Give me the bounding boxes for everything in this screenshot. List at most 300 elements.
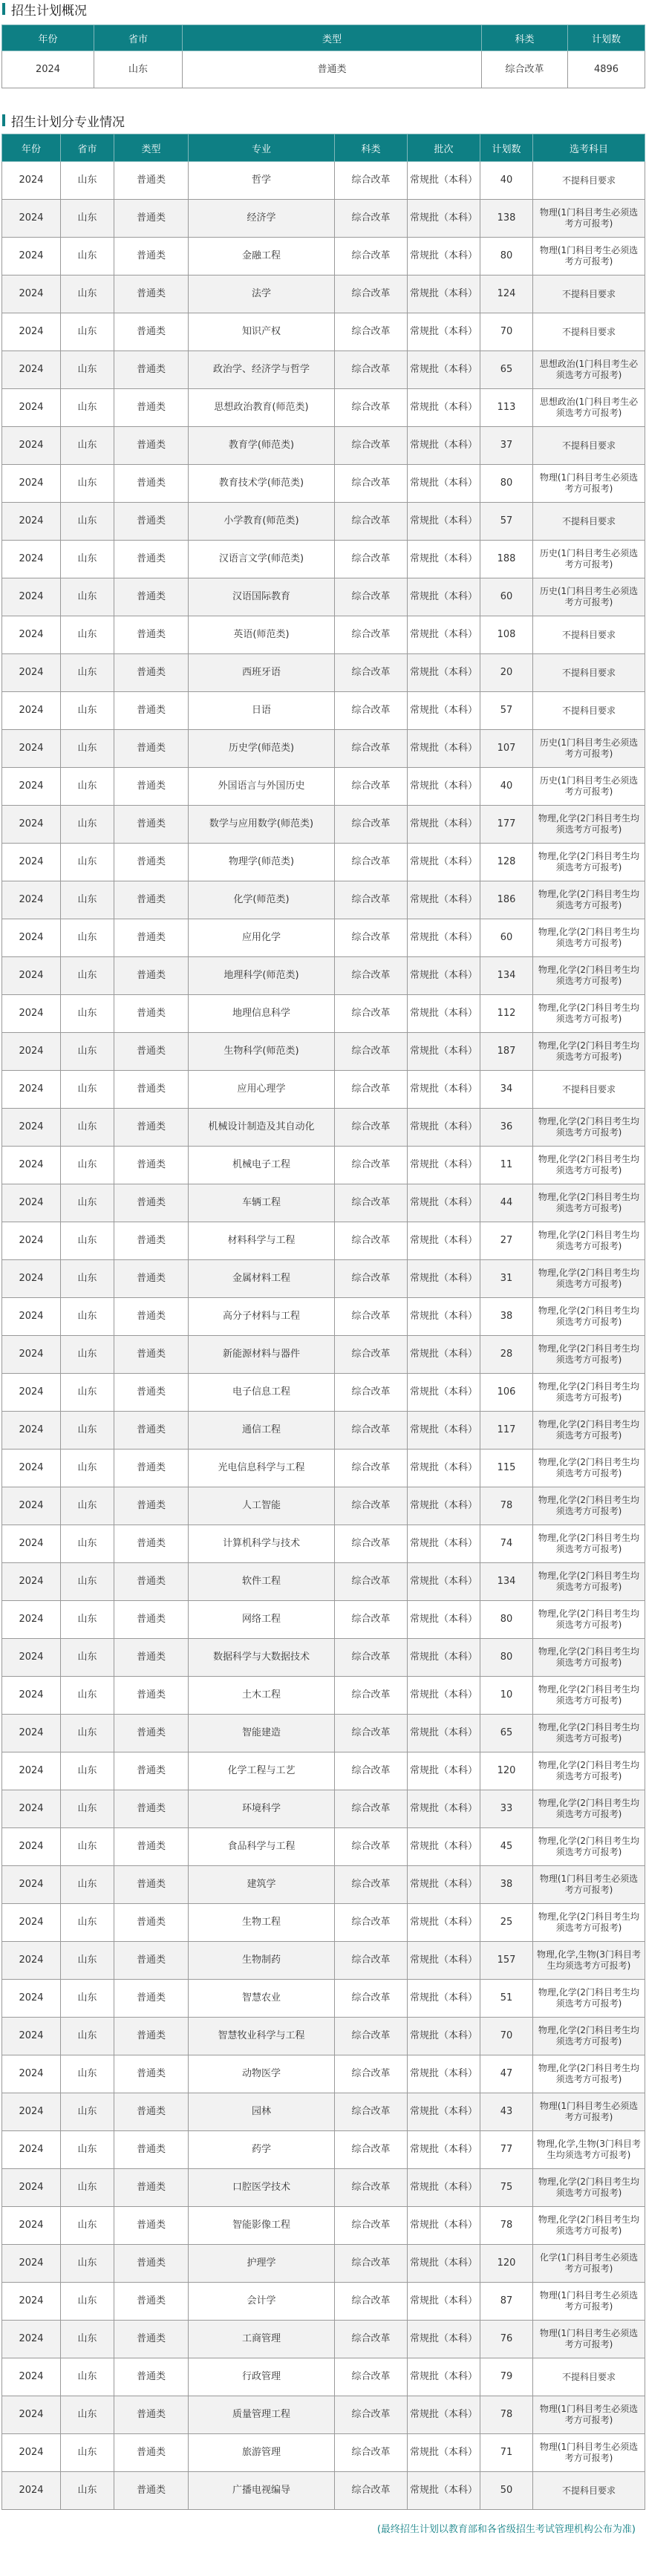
table-row [2, 2434, 645, 2472]
row-subjects: 物理,化学(2门科目考生均须选考方可报考) [533, 2055, 645, 2093]
table-row [2, 1904, 645, 1942]
row-batch: 常规批（本科） [408, 1563, 480, 1601]
row-year: 2024 [2, 730, 61, 768]
row-plan: 71 [480, 2434, 533, 2472]
row-province: 山东 [61, 541, 114, 578]
row-subjects: 不提科目要求 [533, 616, 645, 654]
row-category: 综合改革 [335, 730, 408, 768]
row-type: 普通类 [114, 503, 189, 541]
row-batch: 常规批（本科） [408, 995, 480, 1033]
row-type: 普通类 [114, 578, 189, 616]
row-batch: 常规批（本科） [408, 465, 480, 503]
overview-header-province: 省市 [94, 25, 183, 51]
row-subjects: 不提科目要求 [533, 162, 645, 200]
row-batch: 常规批（本科） [408, 1071, 480, 1109]
table-row [2, 351, 645, 389]
row-category: 综合改革 [335, 1601, 408, 1639]
row-subjects: 物理,化学(2门科目考生均须选考方可报考) [533, 957, 645, 995]
row-subjects: 物理,化学(2门科目考生均须选考方可报考) [533, 1487, 645, 1525]
row-category: 综合改革 [335, 1374, 408, 1412]
row-subjects: 物理,化学(2门科目考生均须选考方可报考) [533, 1260, 645, 1298]
row-year: 2024 [2, 2472, 61, 2510]
row-type: 普通类 [114, 1790, 189, 1828]
row-province: 山东 [61, 389, 114, 427]
row-batch: 常规批（本科） [408, 1752, 480, 1790]
row-subjects: 物理,化学(2门科目考生均须选考方可报考) [533, 806, 645, 844]
row-plan: 78 [480, 1487, 533, 1525]
row-major: 教育学(师范类) [189, 427, 335, 465]
row-province: 山东 [61, 1790, 114, 1828]
row-subjects: 物理,化学(2门科目考生均须选考方可报考) [533, 2018, 645, 2055]
table-row [2, 768, 645, 806]
overview-category: 综合改革 [482, 51, 568, 88]
row-subjects: 物理,化学(2门科目考生均须选考方可报考) [533, 881, 645, 919]
row-province: 山东 [61, 2093, 114, 2131]
row-subjects: 不提科目要求 [533, 2358, 645, 2396]
row-plan: 60 [480, 919, 533, 957]
row-province: 山东 [61, 2055, 114, 2093]
table-row [2, 1298, 645, 1336]
row-batch: 常规批（本科） [408, 1222, 480, 1260]
row-province: 山东 [61, 1412, 114, 1450]
table-row [2, 919, 645, 957]
row-category: 综合改革 [335, 2358, 408, 2396]
row-major: 机械电子工程 [189, 1147, 335, 1184]
row-province: 山东 [61, 768, 114, 806]
row-major: 智能影像工程 [189, 2207, 335, 2245]
row-plan: 70 [480, 313, 533, 351]
row-type: 普通类 [114, 1071, 189, 1109]
row-category: 综合改革 [335, 692, 408, 730]
row-plan: 36 [480, 1109, 533, 1147]
row-year: 2024 [2, 2321, 61, 2358]
row-major: 金属材料工程 [189, 1260, 335, 1298]
row-plan: 113 [480, 389, 533, 427]
row-batch: 常规批（本科） [408, 2358, 480, 2396]
row-year: 2024 [2, 995, 61, 1033]
row-type: 普通类 [114, 919, 189, 957]
row-plan: 124 [480, 275, 533, 313]
row-major: 环境科学 [189, 1790, 335, 1828]
row-batch: 常规批（本科） [408, 200, 480, 238]
row-subjects: 物理,化学(2门科目考生均须选考方可报考) [533, 1904, 645, 1942]
row-subjects: 不提科目要求 [533, 427, 645, 465]
row-subjects: 物理,化学(2门科目考生均须选考方可报考) [533, 1336, 645, 1374]
overview-plan: 4896 [568, 51, 645, 88]
row-province: 山东 [61, 2169, 114, 2207]
row-province: 山东 [61, 503, 114, 541]
row-plan: 134 [480, 957, 533, 995]
row-category: 综合改革 [335, 1487, 408, 1525]
row-province: 山东 [61, 1601, 114, 1639]
row-province: 山东 [61, 1298, 114, 1336]
row-batch: 常规批（本科） [408, 844, 480, 881]
row-subjects: 物理(1门科目考生必须选考方可报考) [533, 2093, 645, 2131]
row-major: 金融工程 [189, 238, 335, 275]
row-category: 综合改革 [335, 1260, 408, 1298]
overview-header-row [2, 25, 645, 51]
row-province: 山东 [61, 844, 114, 881]
row-major: 材料科学与工程 [189, 1222, 335, 1260]
row-province: 山东 [61, 1525, 114, 1563]
row-major: 经济学 [189, 200, 335, 238]
row-province: 山东 [61, 427, 114, 465]
row-subjects: 物理,化学(2门科目考生均须选考方可报考) [533, 1374, 645, 1412]
row-province: 山东 [61, 1563, 114, 1601]
row-major: 外国语言与外国历史 [189, 768, 335, 806]
row-batch: 常规批（本科） [408, 730, 480, 768]
row-major: 口腔医学技术 [189, 2169, 335, 2207]
row-plan: 78 [480, 2396, 533, 2434]
row-batch: 常规批（本科） [408, 2169, 480, 2207]
row-category: 综合改革 [335, 881, 408, 919]
row-year: 2024 [2, 1942, 61, 1980]
row-subjects: 物理(1门科目考生必须选考方可报考) [533, 2434, 645, 2472]
row-type: 普通类 [114, 1601, 189, 1639]
row-type: 普通类 [114, 1942, 189, 1980]
row-type: 普通类 [114, 1677, 189, 1715]
row-year: 2024 [2, 1450, 61, 1487]
row-category: 综合改革 [335, 616, 408, 654]
row-batch: 常规批（本科） [408, 1298, 480, 1336]
row-plan: 40 [480, 162, 533, 200]
row-year: 2024 [2, 881, 61, 919]
row-plan: 50 [480, 2472, 533, 2510]
row-type: 普通类 [114, 1563, 189, 1601]
row-plan: 47 [480, 2055, 533, 2093]
row-province: 山东 [61, 1639, 114, 1677]
row-category: 综合改革 [335, 1942, 408, 1980]
row-type: 普通类 [114, 2055, 189, 2093]
row-category: 综合改革 [335, 1033, 408, 1071]
row-type: 普通类 [114, 2283, 189, 2321]
row-major: 英语(师范类) [189, 616, 335, 654]
row-plan: 75 [480, 2169, 533, 2207]
row-year: 2024 [2, 465, 61, 503]
table-row [2, 2358, 645, 2396]
row-subjects: 不提科目要求 [533, 1071, 645, 1109]
row-plan: 10 [480, 1677, 533, 1715]
row-year: 2024 [2, 1980, 61, 2018]
row-type: 普通类 [114, 1184, 189, 1222]
row-major: 光电信息科学与工程 [189, 1450, 335, 1487]
row-category: 综合改革 [335, 200, 408, 238]
row-subjects: 物理(1门科目考生必须选考方可报考) [533, 2396, 645, 2434]
row-province: 山东 [61, 1071, 114, 1109]
row-major: 通信工程 [189, 1412, 335, 1450]
row-year: 2024 [2, 1828, 61, 1866]
detail-table-body [2, 162, 645, 2510]
overview-year: 2024 [2, 51, 94, 88]
row-plan: 65 [480, 1715, 533, 1752]
row-subjects: 物理(1门科目考生必须选考方可报考) [533, 2283, 645, 2321]
row-province: 山东 [61, 692, 114, 730]
row-province: 山东 [61, 2207, 114, 2245]
row-major: 高分子材料与工程 [189, 1298, 335, 1336]
row-category: 综合改革 [335, 2093, 408, 2131]
row-province: 山东 [61, 1222, 114, 1260]
row-category: 综合改革 [335, 1677, 408, 1715]
row-major: 政治学、经济学与哲学 [189, 351, 335, 389]
detail-header-plan: 计划数 [480, 134, 533, 162]
row-batch: 常规批（本科） [408, 427, 480, 465]
row-plan: 40 [480, 768, 533, 806]
row-type: 普通类 [114, 1980, 189, 2018]
row-batch: 常规批（本科） [408, 919, 480, 957]
row-category: 综合改革 [335, 465, 408, 503]
row-plan: 186 [480, 881, 533, 919]
row-major: 建筑学 [189, 1866, 335, 1904]
row-year: 2024 [2, 2283, 61, 2321]
detail-title-text: 招生计划分专业情况 [11, 114, 125, 130]
row-subjects: 物理(1门科目考生必须选考方可报考) [533, 200, 645, 238]
row-year: 2024 [2, 238, 61, 275]
row-plan: 157 [480, 1942, 533, 1980]
row-year: 2024 [2, 1109, 61, 1147]
row-major: 智能建造 [189, 1715, 335, 1752]
row-type: 普通类 [114, 1487, 189, 1525]
row-subjects: 历史(1门科目考生必须选考方可报考) [533, 730, 645, 768]
row-plan: 38 [480, 1298, 533, 1336]
row-batch: 常规批（本科） [408, 1336, 480, 1374]
row-major: 思想政治教育(师范类) [189, 389, 335, 427]
row-type: 普通类 [114, 427, 189, 465]
row-major: 知识产权 [189, 313, 335, 351]
detail-section [0, 111, 646, 2510]
row-batch: 常规批（本科） [408, 389, 480, 427]
row-batch: 常规批（本科） [408, 313, 480, 351]
row-subjects: 历史(1门科目考生必须选考方可报考) [533, 578, 645, 616]
row-province: 山东 [61, 2283, 114, 2321]
row-batch: 常规批（本科） [408, 1109, 480, 1147]
row-type: 普通类 [114, 2321, 189, 2358]
row-subjects: 物理,化学(2门科目考生均须选考方可报考) [533, 1222, 645, 1260]
row-batch: 常规批（本科） [408, 1147, 480, 1184]
row-province: 山东 [61, 730, 114, 768]
table-row [2, 1147, 645, 1184]
row-province: 山东 [61, 2472, 114, 2510]
row-province: 山东 [61, 654, 114, 692]
row-type: 普通类 [114, 2472, 189, 2510]
row-category: 综合改革 [335, 957, 408, 995]
table-row [2, 578, 645, 616]
row-plan: 128 [480, 844, 533, 881]
row-major: 地理信息科学 [189, 995, 335, 1033]
row-year: 2024 [2, 2055, 61, 2093]
row-province: 山东 [61, 1752, 114, 1790]
row-year: 2024 [2, 1222, 61, 1260]
row-category: 综合改革 [335, 768, 408, 806]
row-batch: 常规批（本科） [408, 275, 480, 313]
table-row [2, 427, 645, 465]
row-province: 山东 [61, 1450, 114, 1487]
table-row [2, 1071, 645, 1109]
row-year: 2024 [2, 1904, 61, 1942]
row-batch: 常规批（本科） [408, 1790, 480, 1828]
table-row [2, 2131, 645, 2169]
row-major: 新能源材料与器件 [189, 1336, 335, 1374]
title-marker [2, 114, 5, 126]
row-type: 普通类 [114, 730, 189, 768]
row-province: 山东 [61, 2321, 114, 2358]
row-province: 山东 [61, 1677, 114, 1715]
row-type: 普通类 [114, 1752, 189, 1790]
row-year: 2024 [2, 389, 61, 427]
row-category: 综合改革 [335, 162, 408, 200]
row-subjects: 物理,化学(2门科目考生均须选考方可报考) [533, 1412, 645, 1450]
row-batch: 常规批（本科） [408, 2321, 480, 2358]
row-year: 2024 [2, 1412, 61, 1450]
table-row [2, 1487, 645, 1525]
row-category: 综合改革 [335, 2283, 408, 2321]
row-major: 行政管理 [189, 2358, 335, 2396]
row-category: 综合改革 [335, 2472, 408, 2510]
row-type: 普通类 [114, 2245, 189, 2283]
row-subjects: 物理,化学(2门科目考生均须选考方可报考) [533, 1563, 645, 1601]
row-type: 普通类 [114, 1412, 189, 1450]
row-major: 土木工程 [189, 1677, 335, 1715]
row-type: 普通类 [114, 2131, 189, 2169]
overview-header-category: 科类 [482, 25, 568, 51]
row-batch: 常规批（本科） [408, 1525, 480, 1563]
row-category: 综合改革 [335, 1639, 408, 1677]
row-category: 综合改革 [335, 541, 408, 578]
row-category: 综合改革 [335, 2169, 408, 2207]
row-plan: 80 [480, 465, 533, 503]
row-category: 综合改革 [335, 275, 408, 313]
row-type: 普通类 [114, 768, 189, 806]
row-year: 2024 [2, 2207, 61, 2245]
row-category: 综合改革 [335, 1450, 408, 1487]
row-province: 山东 [61, 313, 114, 351]
row-category: 综合改革 [335, 389, 408, 427]
row-subjects: 不提科目要求 [533, 275, 645, 313]
row-category: 综合改革 [335, 1336, 408, 1374]
row-major: 数学与应用数学(师范类) [189, 806, 335, 844]
row-plan: 11 [480, 1147, 533, 1184]
row-major: 化学(师范类) [189, 881, 335, 919]
row-category: 综合改革 [335, 1147, 408, 1184]
table-row [2, 541, 645, 578]
row-plan: 57 [480, 503, 533, 541]
row-batch: 常规批（本科） [408, 1374, 480, 1412]
table-row [2, 1980, 645, 2018]
row-category: 综合改革 [335, 2018, 408, 2055]
row-year: 2024 [2, 275, 61, 313]
row-subjects: 物理,化学(2门科目考生均须选考方可报考) [533, 2207, 645, 2245]
row-category: 综合改革 [335, 351, 408, 389]
row-province: 山东 [61, 1260, 114, 1298]
row-year: 2024 [2, 503, 61, 541]
row-plan: 115 [480, 1450, 533, 1487]
table-row [2, 844, 645, 881]
row-subjects: 不提科目要求 [533, 654, 645, 692]
row-type: 普通类 [114, 275, 189, 313]
row-category: 综合改革 [335, 1715, 408, 1752]
row-plan: 80 [480, 1601, 533, 1639]
row-type: 普通类 [114, 692, 189, 730]
row-plan: 107 [480, 730, 533, 768]
row-year: 2024 [2, 692, 61, 730]
table-row [2, 1450, 645, 1487]
row-type: 普通类 [114, 1336, 189, 1374]
row-province: 山东 [61, 1904, 114, 1942]
row-province: 山东 [61, 919, 114, 957]
row-type: 普通类 [114, 654, 189, 692]
row-batch: 常规批（本科） [408, 654, 480, 692]
table-row [2, 2283, 645, 2321]
row-major: 软件工程 [189, 1563, 335, 1601]
row-type: 普通类 [114, 1033, 189, 1071]
row-type: 普通类 [114, 2434, 189, 2472]
row-plan: 33 [480, 1790, 533, 1828]
row-province: 山东 [61, 1487, 114, 1525]
row-batch: 常规批（本科） [408, 1184, 480, 1222]
row-type: 普通类 [114, 1639, 189, 1677]
row-subjects: 物理,化学(2门科目考生均须选考方可报考) [533, 1450, 645, 1487]
row-plan: 57 [480, 692, 533, 730]
row-subjects: 不提科目要求 [533, 503, 645, 541]
row-category: 综合改革 [335, 1109, 408, 1147]
row-plan: 87 [480, 2283, 533, 2321]
row-subjects: 物理,化学(2门科目考生均须选考方可报考) [533, 919, 645, 957]
row-province: 山东 [61, 578, 114, 616]
overview-title [0, 0, 646, 18]
overview-title-text: 招生计划概况 [11, 3, 87, 19]
row-year: 2024 [2, 1752, 61, 1790]
detail-header-row [2, 134, 645, 162]
row-type: 普通类 [114, 616, 189, 654]
row-year: 2024 [2, 1715, 61, 1752]
row-batch: 常规批（本科） [408, 1942, 480, 1980]
table-row [2, 162, 645, 200]
row-plan: 77 [480, 2131, 533, 2169]
row-year: 2024 [2, 1033, 61, 1071]
row-subjects: 不提科目要求 [533, 692, 645, 730]
overview-section [0, 0, 646, 88]
row-subjects: 物理(1门科目考生必须选考方可报考) [533, 465, 645, 503]
row-year: 2024 [2, 2093, 61, 2131]
table-row [2, 2018, 645, 2055]
detail-header-year: 年份 [2, 134, 61, 162]
overview-table [1, 25, 645, 88]
row-batch: 常规批（本科） [408, 541, 480, 578]
row-type: 普通类 [114, 1109, 189, 1147]
row-batch: 常规批（本科） [408, 162, 480, 200]
row-subjects: 不提科目要求 [533, 2472, 645, 2510]
row-province: 山东 [61, 465, 114, 503]
row-major: 智慧牧业科学与工程 [189, 2018, 335, 2055]
row-major: 食品科学与工程 [189, 1828, 335, 1866]
overview-row [2, 51, 645, 88]
row-category: 综合改革 [335, 2396, 408, 2434]
row-plan: 120 [480, 2245, 533, 2283]
row-batch: 常规批（本科） [408, 238, 480, 275]
table-row [2, 1639, 645, 1677]
row-province: 山东 [61, 162, 114, 200]
row-batch: 常规批（本科） [408, 1904, 480, 1942]
row-major: 工商管理 [189, 2321, 335, 2358]
table-row [2, 730, 645, 768]
row-year: 2024 [2, 2169, 61, 2207]
table-row [2, 1374, 645, 1412]
row-type: 普通类 [114, 2093, 189, 2131]
row-type: 普通类 [114, 1866, 189, 1904]
row-plan: 187 [480, 1033, 533, 1071]
row-major: 生物科学(师范类) [189, 1033, 335, 1071]
row-category: 综合改革 [335, 2245, 408, 2283]
row-year: 2024 [2, 2131, 61, 2169]
